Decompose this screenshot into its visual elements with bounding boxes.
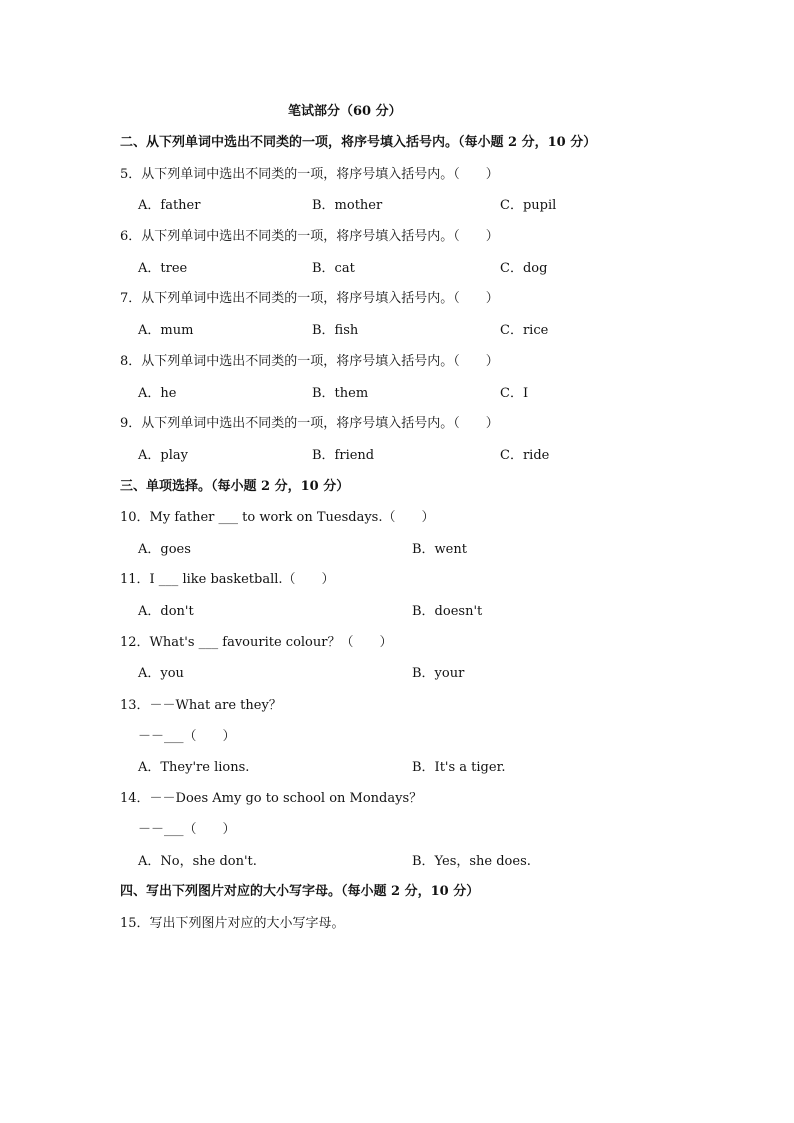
question-7-option-c: C．rice [500, 323, 549, 338]
question-9-option-c: C．ride [500, 448, 550, 463]
question-7-stem: 7．从下列单词中选出不同类的一项，将序号填入括号内。（ ） [120, 291, 499, 306]
question-6-option-a: A．tree [138, 261, 188, 276]
question-5-option-c: C．pupil [500, 198, 557, 213]
question-11-option-b: B．doesn't [412, 604, 483, 619]
question-9-stem: 9．从下列单词中选出不同类的一项，将序号填入括号内。（ ） [120, 416, 499, 431]
question-6-stem: 6．从下列单词中选出不同类的一项，将序号填入括号内。（ ） [120, 229, 499, 244]
question-8-stem: 8．从下列单词中选出不同类的一项，将序号填入括号内。（ ） [120, 354, 499, 369]
section-4-heading: 四、写出下列图片对应的大小写字母。（每小题 2 分，10 分） [120, 884, 480, 899]
question-9-option-a: A．play [138, 448, 188, 463]
question-11-option-a: A．don't [138, 604, 194, 619]
question-5-stem: 5．从下列单词中选出不同类的一项，将序号填入括号内。（ ） [120, 167, 499, 182]
question-14-reply: －－___（ ） [138, 822, 236, 837]
question-8-option-a: A．he [138, 386, 177, 401]
question-13-reply: －－___（ ） [138, 729, 236, 744]
question-14-stem: 14．－－Does Amy go to school on Mondays？ [120, 791, 423, 806]
question-8-option-b: B．them [312, 386, 369, 401]
question-5-option-a: A．father [138, 198, 201, 213]
question-6-option-b: B．cat [312, 261, 355, 276]
question-5-option-b: B．mother [312, 198, 383, 213]
question-14-option-b: B．Yes，she does. [412, 854, 531, 869]
question-12-option-b: B．your [412, 666, 465, 681]
question-10-option-a: A．goes [138, 542, 191, 557]
question-7-option-b: B．fish [312, 323, 359, 338]
question-15-stem: 15．写出下列图片对应的大小写字母。 [120, 916, 345, 931]
question-14-option-a: A．No，she don't. [138, 854, 257, 869]
question-6-option-c: C．dog [500, 261, 548, 276]
question-10-stem: 10．My father ___ to work on Tuesdays.（ ） [120, 510, 435, 525]
question-7-option-a: A．mum [138, 323, 194, 338]
question-9-option-b: B．friend [312, 448, 375, 463]
page-title: 笔试部分（60 分） [288, 104, 402, 119]
question-10-option-b: B．went [412, 542, 467, 557]
section-3-heading: 三、单项选择。（每小题 2 分，10 分） [120, 479, 350, 494]
question-13-option-b: B．It's a tiger. [412, 760, 506, 775]
question-13-option-a: A．They're lions. [138, 760, 250, 775]
question-8-option-c: C．I [500, 386, 529, 401]
section-2-heading: 二、从下列单词中选出不同类的一项，将序号填入括号内。（每小题 2 分，10 分） [120, 135, 597, 150]
question-12-stem: 12．What's ___ favourite colour？（ ） [120, 635, 393, 650]
question-13-stem: 13．－－What are they？ [120, 698, 282, 713]
question-11-stem: 11．I ___ like basketball.（ ） [120, 572, 335, 587]
question-12-option-a: A．you [138, 666, 184, 681]
